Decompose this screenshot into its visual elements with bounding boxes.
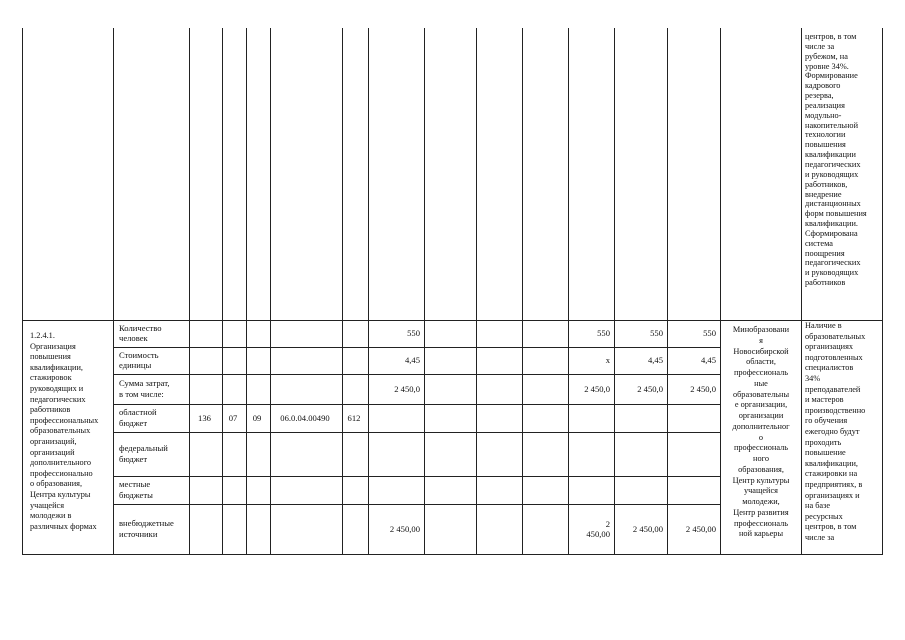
cell-y2020: 2 450,0 <box>637 383 663 394</box>
row-label: областной бюджет <box>119 407 157 428</box>
row-label: Сумма затрат, в том числе: <box>119 378 170 399</box>
column-border <box>22 28 23 555</box>
cell-rz: 07 <box>228 412 238 423</box>
expected-result-cell: Наличие в образовательных организациях подготовленных специалистов 34% преподавателей и мастеров производственно го обучения ежегодно будут проходить повышение квалификации, стажировки на предприятиях, в организациях и на базе ресурсных центров, в том числе за <box>805 321 866 542</box>
cell-y2020: 550 <box>650 328 663 339</box>
column-border <box>801 28 802 555</box>
row-label: Количество человек <box>119 322 162 343</box>
row-border <box>113 476 721 477</box>
row-label: местные бюджеты <box>119 479 153 500</box>
row-border <box>113 347 721 348</box>
row-label: Стоимость единицы <box>119 349 159 370</box>
block-border <box>22 320 883 321</box>
top-result-text: центров, в том числе за рубежом, на уровне 34%. Формирование кадрового резерва, реализация модульно- накопительной технологии повышения квалификации педагогических и руководящих работников, внедрение дистанционных форм повышения квалификации. Сформирована система поощрения педагогических и руководящих работников <box>805 32 867 288</box>
cell-y2015: 550 <box>407 328 420 339</box>
cell-y2019: 2 450,00 <box>586 518 610 539</box>
cell-y2015: 2 450,0 <box>394 383 420 394</box>
cell-total: 2 450,00 <box>685 523 716 534</box>
activity-name: 1.2.4.1. Организация повышения квалификации, стажировок руководящих и педагогических работников профессиональных образовательных организаций, организаций дополнительного профессионально о образования, Центра культуры учащейся молодежи в различных формах <box>30 331 99 531</box>
cell-y2019: х <box>605 355 610 366</box>
cell-total: 2 450,0 <box>690 383 716 394</box>
cell-y2019: 550 <box>597 328 610 339</box>
cell-total: 550 <box>703 328 716 339</box>
row-label: федеральный бюджет <box>119 443 168 464</box>
cell-csr: 06.0.04.00490 <box>280 412 330 423</box>
cell-grbs: 136 <box>198 412 211 423</box>
table-bottom-border <box>22 554 883 555</box>
row-border <box>113 504 721 505</box>
row-label: внебюджетные источники <box>119 518 174 539</box>
cell-total: 4,45 <box>700 355 716 366</box>
cell-vr: 612 <box>347 412 361 423</box>
cell-y2015: 4,45 <box>404 355 420 366</box>
cell-pr: 09 <box>252 412 262 423</box>
cell-y2020: 2 450,00 <box>632 523 663 534</box>
cell-y2020: 4,45 <box>647 355 663 366</box>
row-border <box>113 404 721 405</box>
row-border <box>113 374 721 375</box>
cell-y2019: 2 450,0 <box>584 383 610 394</box>
row-border <box>113 432 721 433</box>
cell-y2015: 2 450,00 <box>389 523 420 534</box>
executors-cell: Минобразовани я Новосибирской области, профессиональ ные образовательны е организации, организации дополнительног о профессиональ ного образования, Центр культуры учащейся молодежи, Центр развития профессиональ ной карьеры <box>732 325 790 539</box>
